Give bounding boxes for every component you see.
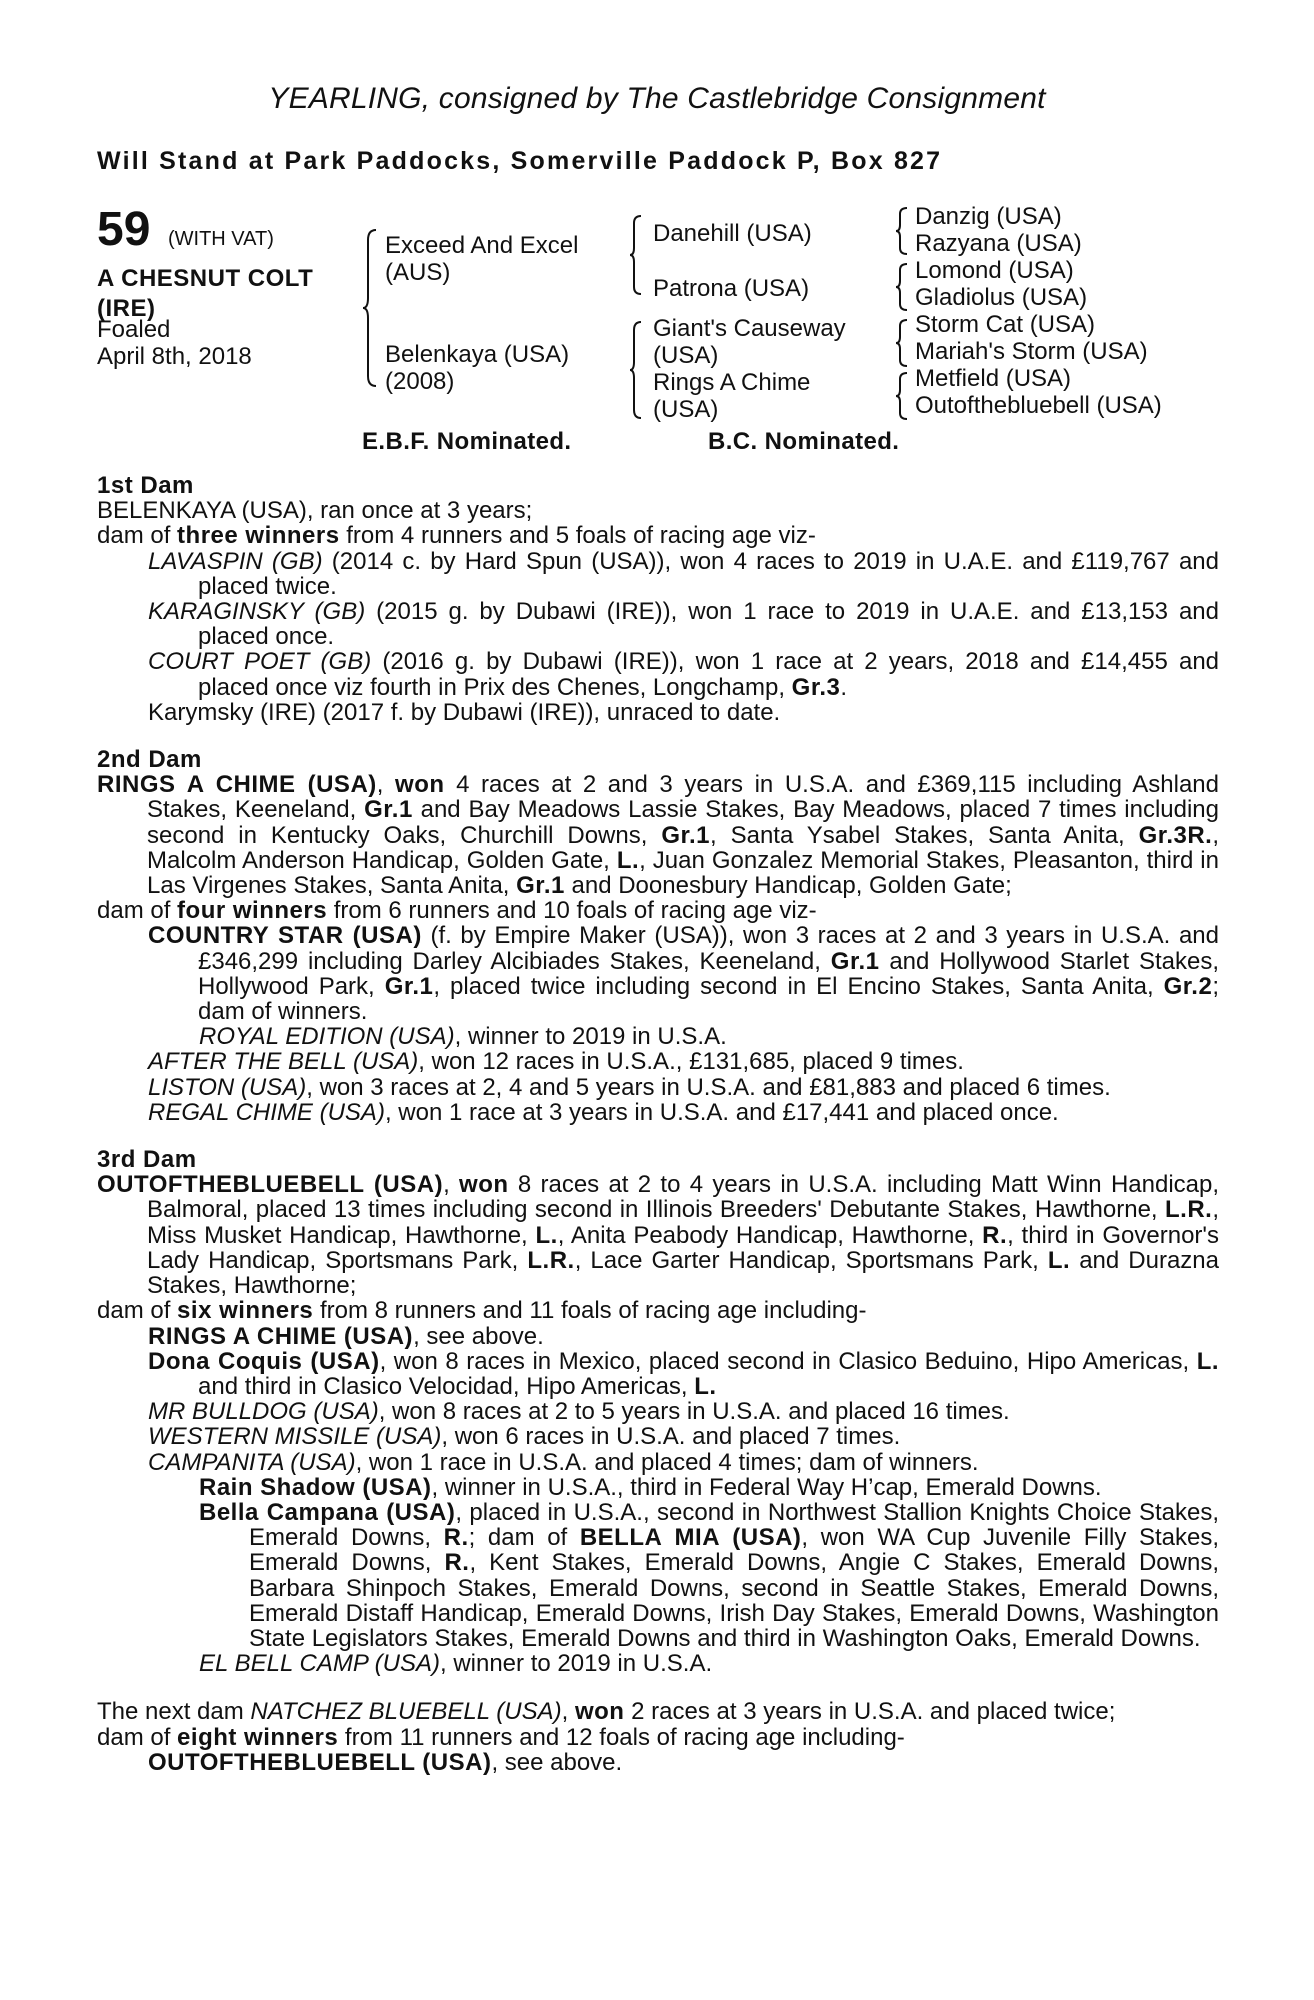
dam-name: Belenkaya (USA) [385,341,570,368]
first-dam-heading: 1st Dam [97,472,194,499]
ebf-nominated: E.B.F. Nominated. [362,428,572,455]
produce-entry: COUNTRY STAR (USA) (f. by Empire Maker (USA)), won 3 races at 2 and 3 years in U.S.A. and £346,299 including Darley Alcibiades Stakes, Keeneland, Gr.1 and Hollywood Starlet Stakes, Hollywood Park, Gr.1, placed twice including second in El Encino Stakes, Santa Anita, Gr.2; dam of winners. [148,922,1220,1026]
foaled-label: Foaled [97,316,171,343]
dam-dam-name: Rings A Chime [653,369,811,396]
third-dam-produce-summary: dam of six winners from 8 runners and 11 foals of racing age including- [97,1297,867,1325]
pedigree-dam-dam [653,369,810,423]
produce-entry: LISTON (USA), won 3 races at 2, 4 and 5 years in U.S.A. and £81,883 and placed 6 times. [148,1073,1111,1101]
produce-entry: Karymsky (IRE) (2017 f. by Dubawi (IRE)), unraced to date. [148,698,781,726]
pedigree-brace-g3 [895,318,911,368]
second-dam-record: RINGS A CHIME (USA), won 4 races at 2 and 3 years in U.S.A. and £369,115 including Ashland Stakes, Keeneland, Gr.1 and Bay Meadows Lassie Stakes, Bay Meadows, placed 7 times including second in Kentucky Oaks, Churchill Downs, Gr.1, Santa Ysabel Stakes, Santa Anita, Gr.3R., Malcolm Anderson Handicap, Golden Gate, L., Juan Gonzalez Memorial Stakes, Pleasanton, third in Las Virgenes Stakes, Santa Anita, Gr.1 and Doonesbury Handicap, Golden Gate; [97,771,1220,900]
pedigree-sire-sire: Danehill (USA) [653,220,812,247]
ancestor-4: Gladiolus (USA) [915,284,1088,311]
dam-sire-name: Giant's Causeway [653,315,846,342]
produce-entry: Dona Coquis (USA), won 8 races in Mexico, placed second in Clasico Beduino, Hipo Americas, L. and third in Clasico Velocidad, Hipo Americas, L. [148,1347,1220,1400]
produce-sub-entry: Bella Campana (USA), placed in U.S.A., second in Northwest Stallion Knights Choice Stakes, Emerald Downs, R.; dam of BELLA MIA (USA), won WA Cup Juvenile Filly Stakes, Emerald Downs, R., Kent Stakes, Emerald Downs, Angie C Stakes, Emerald Downs, Barbara Shinpoch Stakes, Emerald Downs, second in Seattle Stakes, Emerald Downs, Emerald Distaff Handicap, Emerald Downs, Irish Day Stakes, Emerald Downs, Washington State Legislators Stakes, Emerald Downs and third in Washington Oaks, Emerald Downs. [199,1498,1220,1652]
third-dam-heading: 3rd Dam [97,1146,197,1174]
ancestor-2: Razyana (USA) [915,230,1082,257]
pedigree-sire [385,232,578,286]
produce-sub-entry: EL BELL CAMP (USA), winner to 2019 in U.S.A. [199,1650,713,1678]
foaled-date: April 8th, 2018 [97,343,252,370]
sire-name: Exceed And Excel [385,232,579,259]
first-dam-produce-summary: dam of three winners from 4 runners and 5 foals of racing age viz- [97,522,816,550]
produce-entry: RINGS A CHIME (USA), see above. [148,1322,544,1350]
foaled-info [97,316,252,370]
pedigree-brace-sire [629,214,645,296]
pedigree-brace-g1 [895,206,911,256]
produce-entry: LAVASPIN (GB) (2014 c. by Hard Spun (USA)), won 4 races to 2019 in U.A.E. and £119,767 and placed twice. [148,547,1219,600]
pedigree-ancestors [915,203,1162,419]
family-notes [97,473,1219,1775]
lot-description-line1: A CHESNUT COLT [97,265,314,292]
first-dam-line: BELENKAYA (USA), ran once at 3 years; [97,497,533,525]
pedigree-brace-g4 [895,371,911,421]
dam-dam-country: (USA) [653,396,719,423]
ancestor-3: Lomond (USA) [915,257,1074,284]
produce-entry: REGAL CHIME (USA), won 1 race at 3 years in U.S.A. and £17,441 and placed once. [148,1098,1059,1126]
ancestor-1: Danzig (USA) [915,203,1062,230]
pedigree-brace-g2 [895,262,911,312]
next-dam-produce-summary: dam of eight winners from 11 runners and 12 foals of racing age including- [97,1723,905,1751]
pedigree-dam-sire [653,315,846,369]
ancestor-8: Outofthebluebell (USA) [915,392,1162,419]
lot-description-line2: (IRE) [97,295,156,322]
produce-entry: MR BULLDOG (USA), won 8 races at 2 to 5 years in U.S.A. and placed 16 times. [148,1398,1010,1426]
pedigree-sire-dam: Patrona (USA) [653,275,810,302]
third-dam-record: OUTOFTHEBLUEBELL (USA), won 8 races at 2 to 4 years in U.S.A. including Matt Winn Handicap, Balmoral, placed 13 times including second in Illinois Breeders' Debutante Stakes, Hawthorne, L.R., Miss Musket Handicap, Hawthorne, L., Anita Peabody Handicap, Hawthorne, R., third in Governor's Lady Handicap, Sportsmans Park, L.R., Lace Garter Handicap, Sportsmans Park, L. and Durazna Stakes, Hawthorne; [97,1171,1220,1300]
ancestor-5: Storm Cat (USA) [915,311,1096,338]
produce-entry: AFTER THE BELL (USA), won 12 races in U.S.A., £131,685, placed 9 times. [148,1048,964,1076]
ancestor-6: Mariah's Storm (USA) [915,338,1148,365]
produce-entry: CAMPANITA (USA), won 1 race in U.S.A. and placed 4 times; dam of winners. [148,1448,979,1476]
second-dam-heading: 2nd Dam [97,746,202,774]
produce-sub-entry: Rain Shadow (USA), winner in U.S.A., third in Federal Way H’cap, Emerald Downs. [199,1473,1102,1501]
consignor-heading: YEARLING, consigned by The Castlebridge Consignment [268,82,1046,115]
produce-entry: OUTOFTHEBLUEBELL (USA), see above. [148,1748,623,1776]
pedigree-brace-dam [629,320,645,420]
ancestor-7: Metfield (USA) [915,365,1072,392]
produce-sub-entry: ROYAL EDITION (USA), winner to 2019 in U.S.A. [199,1023,727,1051]
lot-description [97,264,313,324]
produce-entry: WESTERN MISSILE (USA), won 6 races in U.S.A. and placed 7 times. [148,1423,901,1451]
pedigree-brace-main [362,228,382,388]
vat-note: (WITH VAT) [168,228,274,250]
sire-country: (AUS) [385,259,451,286]
stand-location: Will Stand at Park Paddocks, Somerville Paddock P, Box 827 [97,147,943,175]
second-dam-produce-summary: dam of four winners from 6 runners and 10 foals of racing age viz- [97,897,817,925]
lot-number: 59 [97,203,151,256]
pedigree-dam [385,341,569,395]
dam-sire-country: (USA) [653,342,719,369]
bc-nominated: B.C. Nominated. [708,428,900,455]
next-dam-record: The next dam NATCHEZ BLUEBELL (USA), won 2 races at 3 years in U.S.A. and placed twice; [97,1698,1116,1726]
produce-entry: KARAGINSKY (GB) (2015 g. by Dubawi (IRE)), won 1 race to 2019 in U.A.E. and £13,153 and placed once. [148,598,1219,651]
dam-year: (2008) [385,368,455,395]
produce-entry: COURT POET (GB) (2016 g. by Dubawi (IRE)), won 1 race at 2 years, 2018 and £14,455 and placed once viz fourth in Prix des Chenes, Longchamp, Gr.3. [148,648,1220,701]
